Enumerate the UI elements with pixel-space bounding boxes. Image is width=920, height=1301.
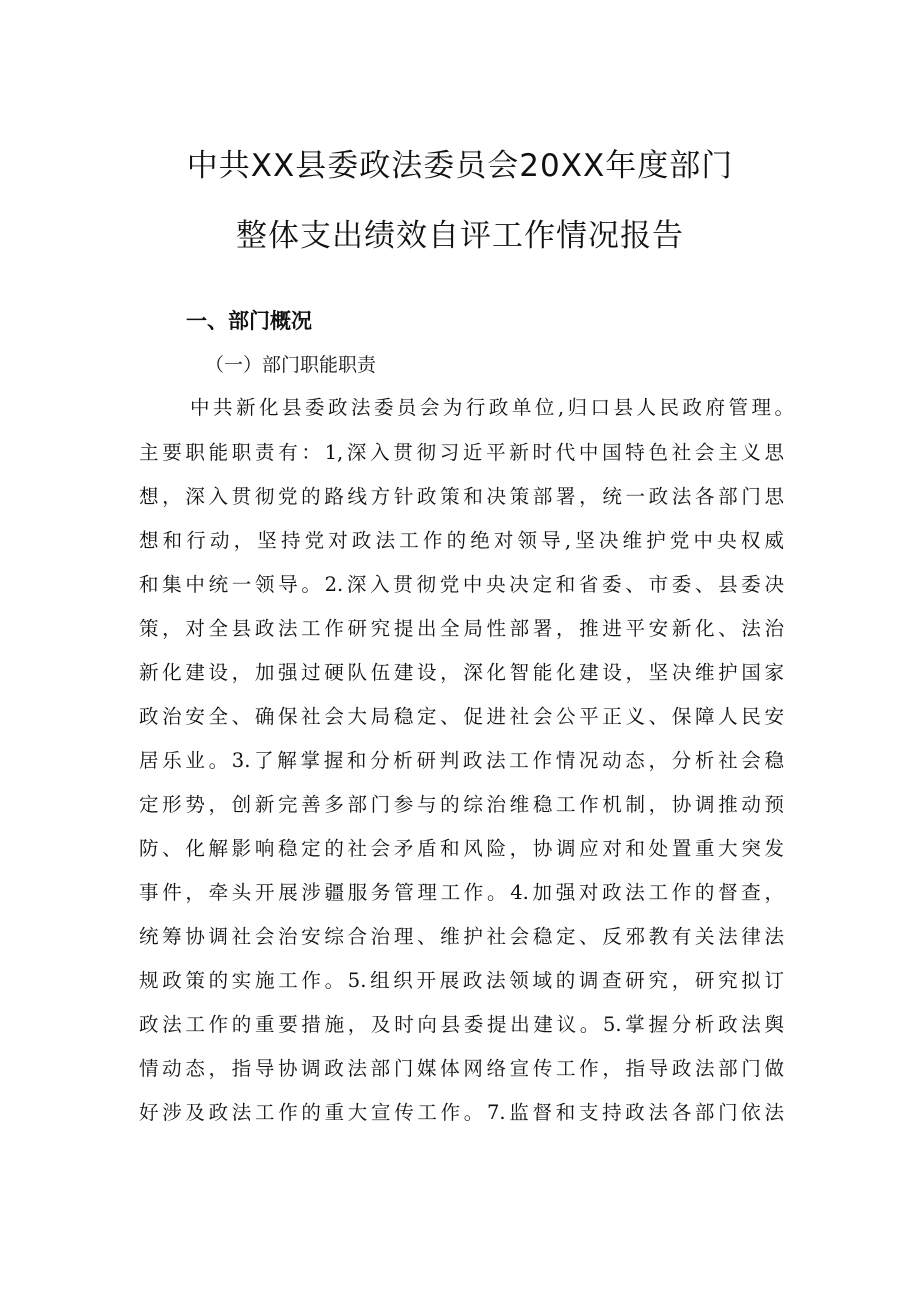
section-heading-department-overview: 一、部门概况 bbox=[186, 309, 312, 333]
paragraph-line: 规政策的实施工作。5.组织开展政法领域的调查研究，研究拟订 bbox=[139, 969, 784, 992]
document-title-line-2: 整体支出绩效自评工作情况报告 bbox=[236, 218, 684, 254]
paragraph-line: 居乐业。3.了解掌握和分析研判政法工作情况动态，分析社会稳 bbox=[139, 749, 784, 772]
paragraph-line: 新化建设，加强过硬队伍建设，深化智能化建设，坚决维护国家 bbox=[139, 661, 784, 684]
paragraph-line: 情动态，指导协调政法部门媒体网络宣传工作，指导政法部门做 bbox=[139, 1057, 784, 1080]
document-title-line-1: 中共XX县委政法委员会20XX年度部门 bbox=[186, 148, 734, 184]
paragraph-line: 和集中统一领导。2.深入贯彻党中央决定和省委、市委、县委决 bbox=[139, 573, 784, 596]
paragraph-line: 想和行动，坚持党对政法工作的绝对领导,坚决维护党中央权威 bbox=[139, 529, 784, 552]
paragraph-line: 想，深入贯彻党的路线方针政策和决策部署，统一政法各部门思 bbox=[139, 485, 784, 508]
paragraph-line: 防、化解影响稳定的社会矛盾和风险，协调应对和处置重大突发 bbox=[139, 837, 784, 860]
paragraph-line: 策，对全县政法工作研究提出全局性部署，推进平安新化、法治 bbox=[139, 617, 784, 640]
paragraph-line: 定形势，创新完善多部门参与的综治维稳工作机制，协调推动预 bbox=[139, 793, 784, 816]
paragraph-line: 中共新化县委政法委员会为行政单位,归口县人民政府管理。 bbox=[190, 396, 794, 419]
subsection-heading-functions: （一）部门职能职责 bbox=[205, 354, 377, 376]
paragraph-line: 事件，牵头开展涉疆服务管理工作。4.加强对政法工作的督查， bbox=[139, 881, 784, 904]
paragraph-line: 政治安全、确保社会大局稳定、促进社会公平正义、保障人民安 bbox=[139, 705, 784, 728]
paragraph-line: 政法工作的重要措施，及时向县委提出建议。5.掌握分析政法舆 bbox=[139, 1013, 784, 1036]
paragraph-line: 主要职能职责有：1,深入贯彻习近平新时代中国特色社会主义思 bbox=[139, 441, 784, 464]
paragraph-line: 统筹协调社会治安综合治理、维护社会稳定、反邪教有关法律法 bbox=[139, 925, 784, 948]
paragraph-line: 好涉及政法工作的重大宣传工作。7.监督和支持政法各部门依法 bbox=[139, 1101, 784, 1124]
